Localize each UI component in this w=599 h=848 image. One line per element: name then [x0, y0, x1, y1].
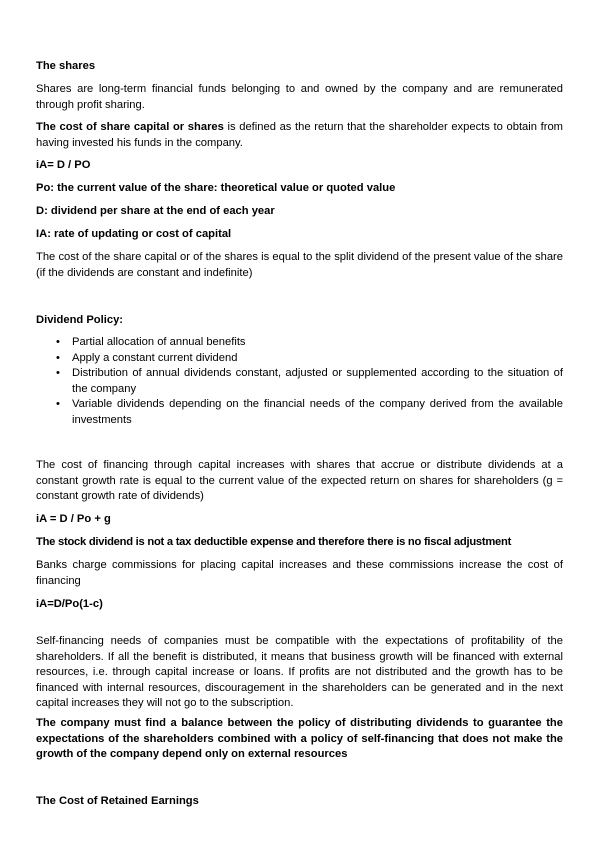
definition-po: Po: the current value of the share: theoretical value or quoted value — [36, 182, 396, 194]
bullet-icon: • — [56, 398, 60, 410]
bullet-icon: • — [56, 367, 60, 379]
cost-definition-text: is defined as the return that the shareholder expects to obtain from having invested his funds in the company. — [36, 121, 563, 149]
list-item: • Variable dividends depending on the financial needs of the company derived from the available investments — [36, 397, 563, 428]
statement-balance: The company must find a balance between the policy of distributing dividends to guarantee the expectations of the shareholders combined with a policy of self-financing that does not make the growth of the company depend only on external resources — [36, 717, 563, 760]
bullet-icon: • — [56, 351, 60, 364]
list-item: • Distribution of annual dividends constant, adjusted or supplemented according to the situation of the company — [36, 366, 563, 397]
formula-ia-growth: iA = D / Po + g — [36, 513, 111, 525]
paragraph-self-financing: Self-financing needs of companies must be compatible with the expectations of profitability of the shareholders. If all the benefit is distributed, it means that business growth will be financed with external resources, i.e. through capital increase or loans. If profits are not distributed and the growth has to be financed with internal resources, discouragement in the shareholders can be generated and in the next capital increases they will not go to the subscription. — [36, 635, 563, 709]
definition-d: D: dividend per share at the end of each year — [36, 205, 275, 217]
paragraph-shares-definition: Shares are long-term financial funds belonging to and owned by the company and are remunerated through profit sharing. — [36, 83, 563, 111]
paragraph-growth-rate: The cost of financing through capital increases with shares that accrue or distribute dividends at a constant growth rate is equal to the current value of the expected return on shares for shareholders (g = constant growth rate of dividends) — [36, 459, 563, 502]
heading-dividend-policy: Dividend Policy: — [36, 314, 124, 326]
heading-retained-earnings: The Cost of Retained Earnings — [36, 795, 199, 807]
paragraph-banks-commissions: Banks charge commissions for placing capital increases and these commissions increase the cost of financing — [36, 559, 563, 587]
statement-tax-deductible: The stock dividend is not a tax deductible expense and therefore there is no fiscal adjustment — [36, 536, 512, 548]
heading-the-shares: The shares — [36, 60, 96, 72]
paragraph-cost-definition — [36, 120, 563, 151]
list-item: • Apply a constant current dividend — [36, 351, 563, 367]
dividend-policy-list — [36, 335, 563, 428]
paragraph-cost-equal: The cost of the share capital or of the shares is equal to the split dividend of the present value of the share (if the dividends are constant and indefinite) — [36, 251, 563, 279]
bullet-icon: • — [56, 336, 60, 348]
list-item: • Partial allocation of annual benefits — [36, 335, 563, 351]
formula-ia-commission: iA=D/Po(1-c) — [36, 598, 103, 610]
term-cost-of-share-capital: The cost of share capital or shares — [36, 121, 224, 133]
definition-ia: IA: rate of updating or cost of capital — [36, 228, 232, 240]
formula-ia-basic: iA= D / PO — [36, 159, 91, 171]
